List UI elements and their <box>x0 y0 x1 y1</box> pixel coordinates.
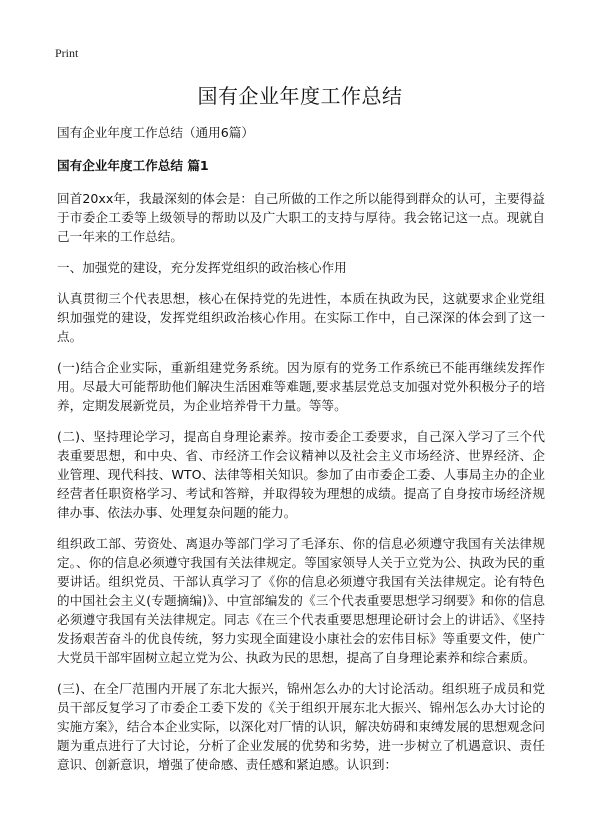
paragraph-heading-1: 一、加强党的建设，充分发挥党组织的政治核心作用 <box>57 260 347 275</box>
paragraph-intro: 回首20xx年，我最深刻的体会是：自己所做的工作之所以能得到群众的认可，主要得益于市委企工委等上级领导的帮助以及广大职工的支持与厚待。我会铭记这一点。现就自己一年来的工作总结。 <box>57 191 545 244</box>
paragraph: 组织政工部、劳资处、离退办等部门学习了毛泽东、你的信息必须遵守我国有关法律规定。、你的信息必须遵守我国有关法律规定。等国家领导人关于立党为公、执政为民的重要讲话。组织党员、干部认真学习了《你的信息必须遵守我国有关法律规定。论有特色的中国社会主义(专题摘编)》、中宣部编发的《三个代表重要思想学习纲要》和你的信息必须遵守我国有关法律规定。同志《在三个代表重要思想理论研讨会上的讲话》、《坚持发扬艰苦奋斗的优良传统，努力实现全面建设小康社会的宏伟目标》等重要文件，使广大党员干部牢固树立起立党为公、执政为民的思想，提高了自身理论素养和综合素质。 <box>57 536 545 665</box>
document-subtitle: 国有企业年度工作总结（通用6篇） <box>57 125 254 140</box>
section-heading: 国有企业年度工作总结 篇1 <box>57 158 209 173</box>
print-link[interactable]: Print <box>55 46 79 60</box>
article-body <box>57 123 545 786</box>
paragraph: (三)、在全厂范围内开展了东北大振兴，锦州怎么办的大讨论活动。组织班子成员和党员干部反复学习了市委企工委下发的《关于组织开展东北大振兴、锦州怎么办大讨论的实施方案》，结合本企业实际，以深化对厂情的认识，解决妨碍和束缚发展的思想观念问题为重点进行了大讨论，分析了企业发展的优势和劣势，进一步树立了机遇意识、责任意识、创新意识，增强了使命感、责任感和紧迫感。认识到： <box>57 681 545 772</box>
page-title: 国有企业年度工作总结 <box>197 84 403 108</box>
paragraph: (二)、坚持理论学习，提高自身理论素养。按市委企工委要求，自己深入学习了三个代表重要思想，和中央、省、市经济工作会议精神以及社会主义市场经济、世界经济、企业管理、现代科技、WTO、法律等相关知识。参加了由市委企工委、人事局主办的企业经营者任职资格学习、考试和答辩，并取得较为理想的成绩。提高了自身按市场经济规律办事、依法办事、处理复杂问题的能力。 <box>57 429 545 520</box>
paragraph: (一)结合企业实际，重新组建党务系统。因为原有的党务工作系统已不能再继续发挥作用。尽最大可能帮助他们解决生活困难等难题,要求基层党总支加强对党外积极分子的培养，定期发展新党员，为企业培养骨干力量。等等。 <box>57 360 545 413</box>
paragraph: 认真贯彻三个代表思想，核心在保持党的先进性，本质在执政为民，这就要求企业党组织加强党的建设，发挥党组织政治核心作用。在实际工作中，自己深深的体会到了这一点。 <box>57 291 545 344</box>
